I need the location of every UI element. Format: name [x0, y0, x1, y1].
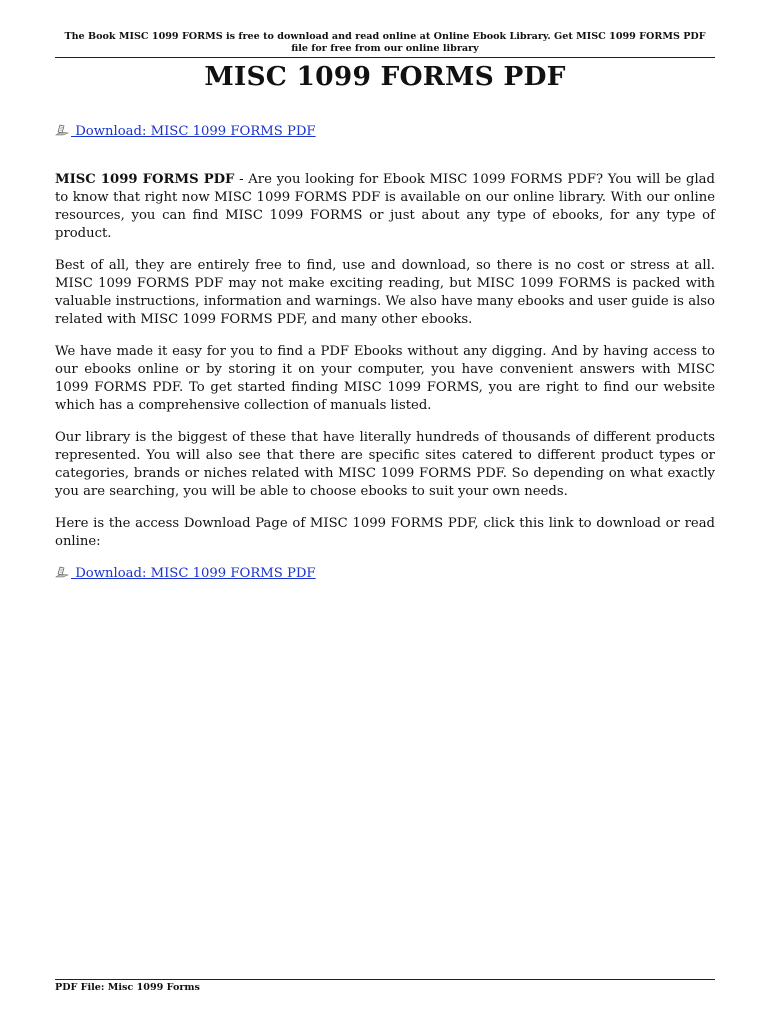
paragraph-4: Our library is the biggest of these that have literally hundreds of thousands of different products represented. You will also see that there are specific sites catered to different product types or categories, brands or niches related with MISC 1099 FORMS PDF. So depending on what exactly you are searching, you will be able to choose ebooks to suit your own needs. [55, 430, 715, 499]
download-link-bottom-label: Download: MISC 1099 FORMS PDF [71, 566, 316, 581]
paragraph-5: Here is the access Download Page of MISC 1099 FORMS PDF, click this link to download or read online: [55, 516, 715, 549]
intro-lead: MISC 1099 FORMS PDF [55, 172, 235, 187]
download-link-top-label: Download: MISC 1099 FORMS PDF [71, 124, 316, 139]
footer-rule [55, 979, 715, 980]
document-page [55, 0, 715, 1024]
pdf-file-icon [55, 566, 69, 578]
download-link-bottom[interactable] [55, 565, 715, 583]
pdf-file-icon [55, 124, 69, 136]
intro-section [55, 171, 715, 551]
paragraph-3: We have made it easy for you to find a PDF Ebooks without any digging. And by having access to our ebooks online or by storing it on your computer, you have convenient answers with MISC 1099 FORMS PDF. To get started finding MISC 1099 FORMS, you are right to find our website which has a comprehensive collection of manuals listed. [55, 344, 715, 413]
download-link-top[interactable] [55, 123, 715, 141]
header-rule [55, 57, 715, 58]
header-note: The Book MISC 1099 FORMS is free to download and read online at Online Ebook Library. Get MISC 1099 FORMS PDF file for free from our online library [64, 31, 706, 54]
paragraph-intro [55, 171, 715, 243]
footer-note: PDF File: Misc 1099 Forms [55, 982, 200, 993]
page-title: MISC 1099 FORMS PDF [204, 61, 566, 92]
paragraph-2: Best of all, they are entirely free to find, use and download, so there is no cost or stress at all. MISC 1099 FORMS PDF may not make exciting reading, but MISC 1099 FORMS is packed with valuable instructions, information and warnings. We also have many ebooks and user guide is also related with MISC 1099 FORMS PDF, and many other ebooks. [55, 258, 715, 327]
intro-rest: - Are you looking for Ebook MISC 1099 FORMS PDF? You will be glad to know that right now MISC 1099 FORMS PDF is available on our online library. With our online resources, you can find MISC 1099 FORMS or just about any type of ebooks, for any type of product. [55, 172, 715, 241]
